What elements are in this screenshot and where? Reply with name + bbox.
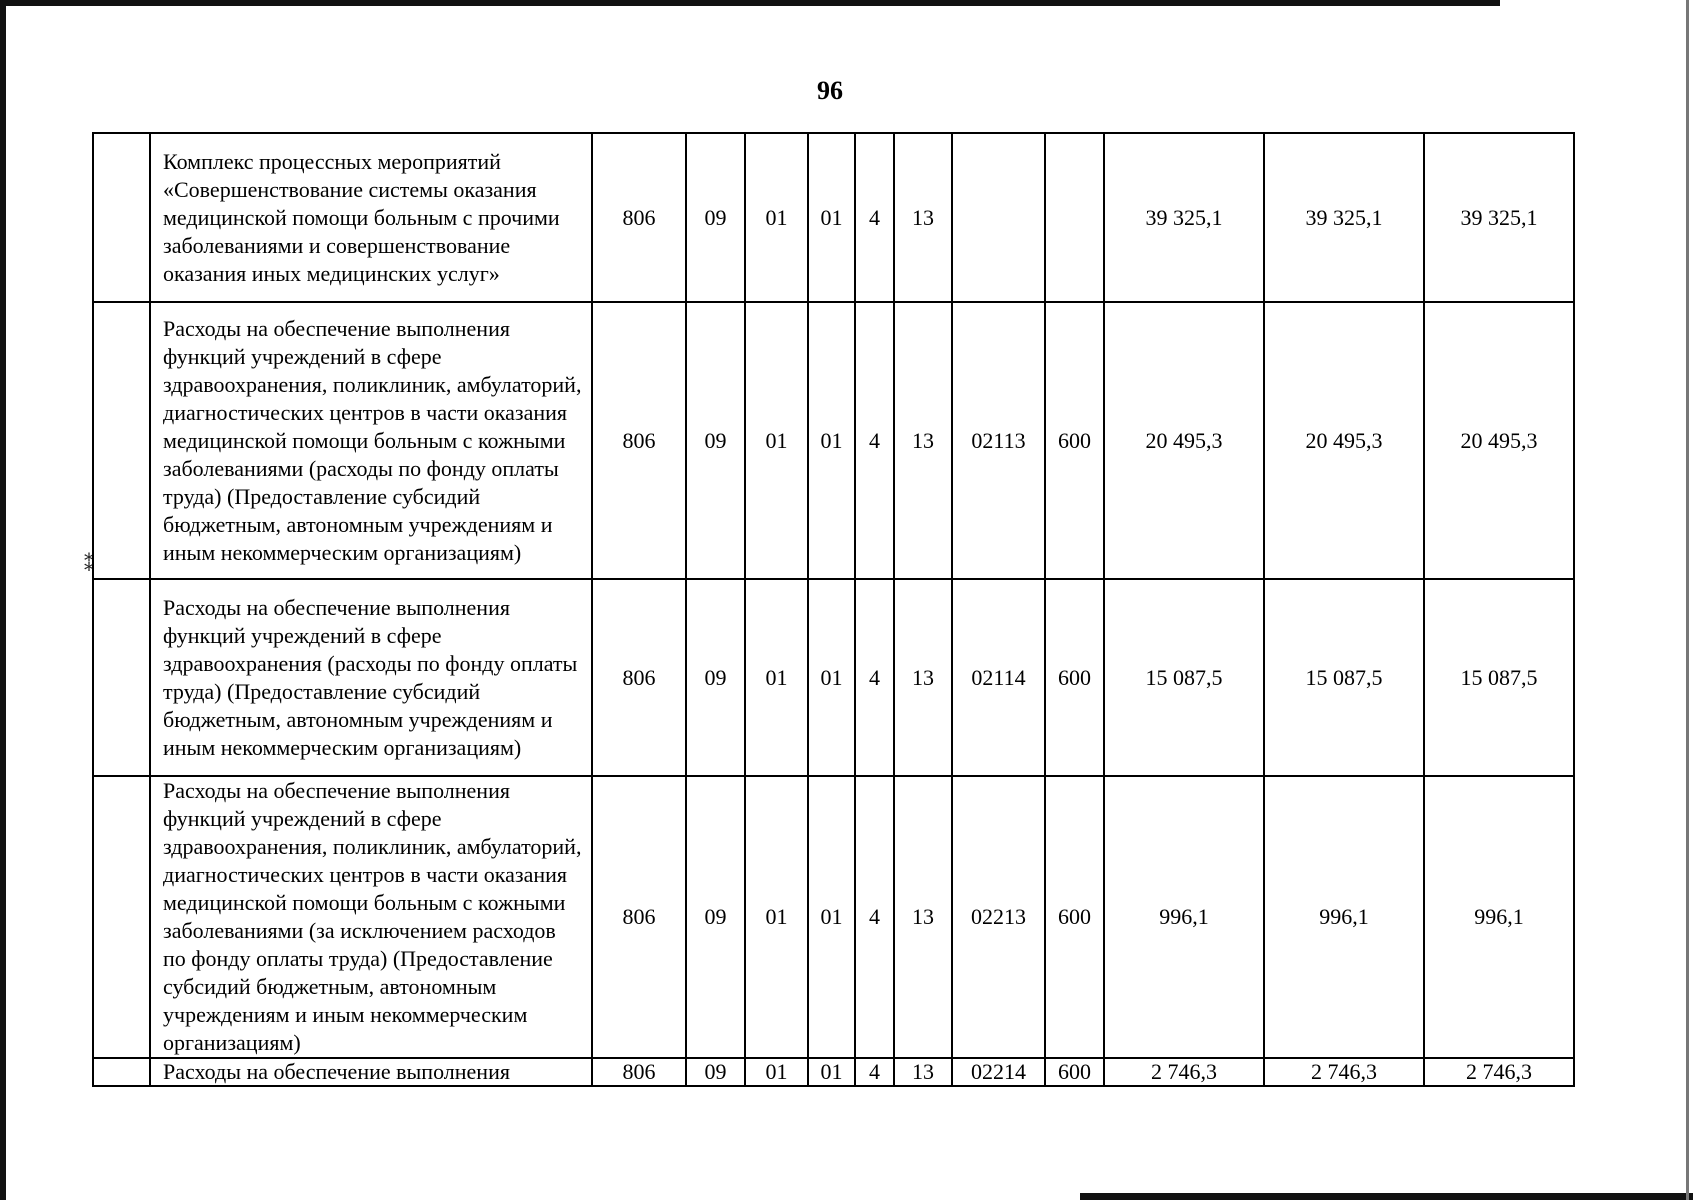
amount-cell: 20 495,3 xyxy=(1264,302,1424,579)
code-cell: 01 xyxy=(808,302,855,579)
row-description: Расходы на обеспечение выполнения функций учреждений в сфере здравоохранения (расходы по фонду оплаты труда) (Предоставление субсидий бюджетным, автономным учреждениям и иным некоммерческим организациям) xyxy=(150,579,592,776)
code-cell: 02114 xyxy=(952,579,1045,776)
code-cell xyxy=(1045,133,1104,302)
code-cell xyxy=(952,133,1045,302)
code-cell: 600 xyxy=(1045,579,1104,776)
table-row xyxy=(93,133,1574,302)
scan-border-right xyxy=(1686,0,1689,1200)
code-cell: 09 xyxy=(686,579,745,776)
amount-cell: 996,1 xyxy=(1264,776,1424,1058)
code-cell: 4 xyxy=(855,302,894,579)
row-description: Расходы на обеспечение выполнения функций учреждений в сфере здравоохранения, поликлиник, амбулаторий, диагностических центров в части оказания медицинской помощи больным с кожными заболеваниями (за исключением расходов по фонду оплаты труда) (Предоставление субсидий бюджетным, автономным учреждениям и иным некоммерческим организациям) xyxy=(150,776,592,1058)
code-cell: 4 xyxy=(855,579,894,776)
code-cell: 13 xyxy=(894,1058,952,1086)
row-number-cell xyxy=(93,579,150,776)
row-number-cell xyxy=(93,1058,150,1086)
table-row xyxy=(93,579,1574,776)
code-cell: 09 xyxy=(686,776,745,1058)
row-number-cell xyxy=(93,302,150,579)
code-cell: 806 xyxy=(592,776,686,1058)
code-cell: 01 xyxy=(808,133,855,302)
page-number: 96 xyxy=(817,76,843,105)
amount-cell: 20 495,3 xyxy=(1104,302,1264,579)
code-cell: 02113 xyxy=(952,302,1045,579)
code-cell: 01 xyxy=(745,776,808,1058)
code-cell: 02213 xyxy=(952,776,1045,1058)
margin-scan-artifact: ⁑ xyxy=(84,554,94,576)
amount-cell: 20 495,3 xyxy=(1424,302,1574,579)
amount-cell: 15 087,5 xyxy=(1424,579,1574,776)
code-cell: 13 xyxy=(894,776,952,1058)
code-cell: 01 xyxy=(745,1058,808,1086)
row-number-cell xyxy=(93,776,150,1058)
code-cell: 01 xyxy=(745,302,808,579)
code-cell: 01 xyxy=(745,133,808,302)
scan-border-left xyxy=(0,0,6,1200)
row-description: Расходы на обеспечение выполнения xyxy=(150,1058,592,1086)
row-number-cell xyxy=(93,133,150,302)
code-cell: 4 xyxy=(855,776,894,1058)
scan-border-top xyxy=(0,0,1500,6)
amount-cell: 996,1 xyxy=(1104,776,1264,1058)
code-cell: 02214 xyxy=(952,1058,1045,1086)
code-cell: 4 xyxy=(855,1058,894,1086)
row-description: Комплекс процессных мероприятий «Совершенствование системы оказания медицинской помощи больным с прочими заболеваниями и совершенствование оказания иных медицинских услуг» xyxy=(150,133,592,302)
code-cell: 806 xyxy=(592,133,686,302)
code-cell: 01 xyxy=(808,579,855,776)
code-cell: 01 xyxy=(745,579,808,776)
code-cell: 806 xyxy=(592,1058,686,1086)
amount-cell: 15 087,5 xyxy=(1104,579,1264,776)
code-cell: 13 xyxy=(894,302,952,579)
amount-cell: 2 746,3 xyxy=(1424,1058,1574,1086)
amount-cell: 39 325,1 xyxy=(1104,133,1264,302)
code-cell: 01 xyxy=(808,776,855,1058)
code-cell: 4 xyxy=(855,133,894,302)
code-cell: 09 xyxy=(686,133,745,302)
code-cell: 01 xyxy=(808,1058,855,1086)
code-cell: 600 xyxy=(1045,1058,1104,1086)
code-cell: 600 xyxy=(1045,302,1104,579)
amount-cell: 39 325,1 xyxy=(1264,133,1424,302)
code-cell: 13 xyxy=(894,579,952,776)
amount-cell: 2 746,3 xyxy=(1264,1058,1424,1086)
table-row xyxy=(93,776,1574,1058)
budget-table xyxy=(92,132,1575,1087)
code-cell: 09 xyxy=(686,302,745,579)
row-description: Расходы на обеспечение выполнения функций учреждений в сфере здравоохранения, поликлиник, амбулаторий, диагностических центров в части оказания медицинской помощи больным с кожными заболеваниями (расходы по фонду оплаты труда) (Предоставление субсидий бюджетным, автономным учреждениям и иным некоммерческим организациям) xyxy=(150,302,592,579)
table-row xyxy=(93,302,1574,579)
amount-cell: 996,1 xyxy=(1424,776,1574,1058)
scan-border-bottom xyxy=(1080,1193,1693,1200)
code-cell: 09 xyxy=(686,1058,745,1086)
code-cell: 806 xyxy=(592,579,686,776)
amount-cell: 2 746,3 xyxy=(1104,1058,1264,1086)
amount-cell: 39 325,1 xyxy=(1424,133,1574,302)
table-row xyxy=(93,1058,1574,1086)
code-cell: 600 xyxy=(1045,776,1104,1058)
amount-cell: 15 087,5 xyxy=(1264,579,1424,776)
code-cell: 806 xyxy=(592,302,686,579)
code-cell: 13 xyxy=(894,133,952,302)
